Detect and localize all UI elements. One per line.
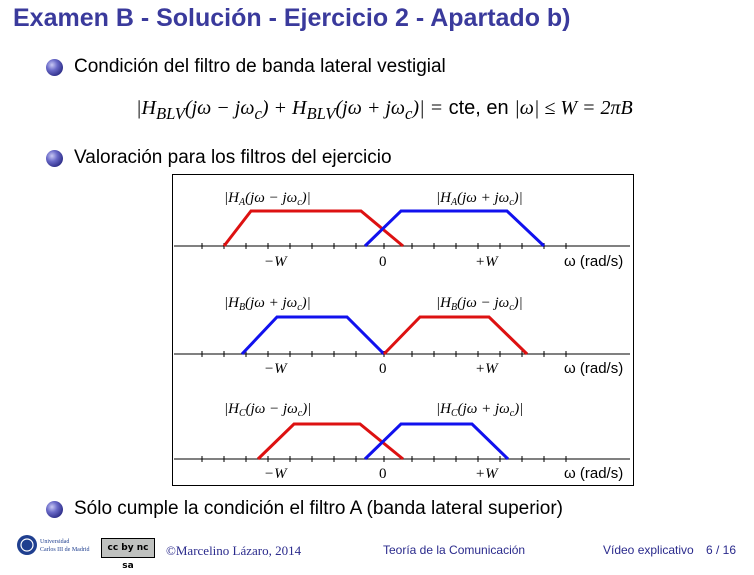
curve-label-left: $|H_B(j\omega + j\omega_c)|$ (224, 295, 311, 313)
bullet-icon (46, 150, 63, 167)
curve-label-right: $|H_A(j\omega + j\omega_c)|$ (436, 190, 523, 208)
bullet-text-1: Condición del filtro de banda lateral vestigial (74, 56, 446, 77)
bullet-icon (46, 501, 63, 518)
bullet-text-3: Sólo cumple la condición el filtro A (banda lateral superior) (74, 498, 563, 519)
footer-page-number: 6 / 16 (706, 543, 737, 557)
curve-label-right: $|H_B(j\omega - j\omega_c)|$ (436, 295, 523, 313)
tick-label-zero: 0 (379, 466, 387, 482)
tick-label-minus-w: −W (264, 361, 287, 377)
tick-label-plus-w: +W (475, 254, 498, 270)
cc-license-badge: cc by nc sa (101, 538, 155, 558)
filter-diagram (172, 174, 634, 486)
bullet-text-2: Valoración para los filtros del ejercicio (74, 147, 392, 168)
bullet-icon (46, 59, 63, 76)
curve-label-right: $|H_C(j\omega + j\omega_c)|$ (436, 401, 524, 419)
tick-label-minus-w: −W (264, 466, 287, 482)
svg-text:Universidad: Universidad (40, 539, 70, 545)
tick-label-plus-w: +W (475, 466, 498, 482)
tick-label-plus-w: +W (475, 361, 498, 377)
university-logo (16, 533, 96, 557)
axis-label: ω (rad/s) (564, 465, 624, 482)
footer-course: Teoría de la Comunicación (383, 543, 526, 557)
axis-label: ω (rad/s) (564, 360, 624, 377)
curve-label-left: $|H_A(j\omega - j\omega_c)|$ (224, 190, 311, 208)
tick-label-zero: 0 (379, 361, 387, 377)
tick-label-zero: 0 (379, 254, 387, 270)
tick-label-minus-w: −W (264, 254, 287, 270)
slide-title: Examen B - Solución - Ejercicio 2 - Apartado b) (13, 4, 571, 32)
vsb-condition-formula: $|H_{BLV}(j\omega - j\omega_c) + H_{BLV}(j\omega + j\omega_c)|$ = cte, en |ω| ≤ W = 2πB (136, 97, 633, 123)
footer-copyright: ©Marcelino Lázaro, 2014 (166, 543, 302, 558)
curve-label-left: $|H_C(j\omega - j\omega_c)|$ (224, 401, 312, 419)
svg-text:Carlos III de Madrid: Carlos III de Madrid (40, 547, 90, 553)
axis-label: ω (rad/s) (564, 253, 624, 270)
footer-section: Vídeo explicativo (603, 543, 694, 557)
